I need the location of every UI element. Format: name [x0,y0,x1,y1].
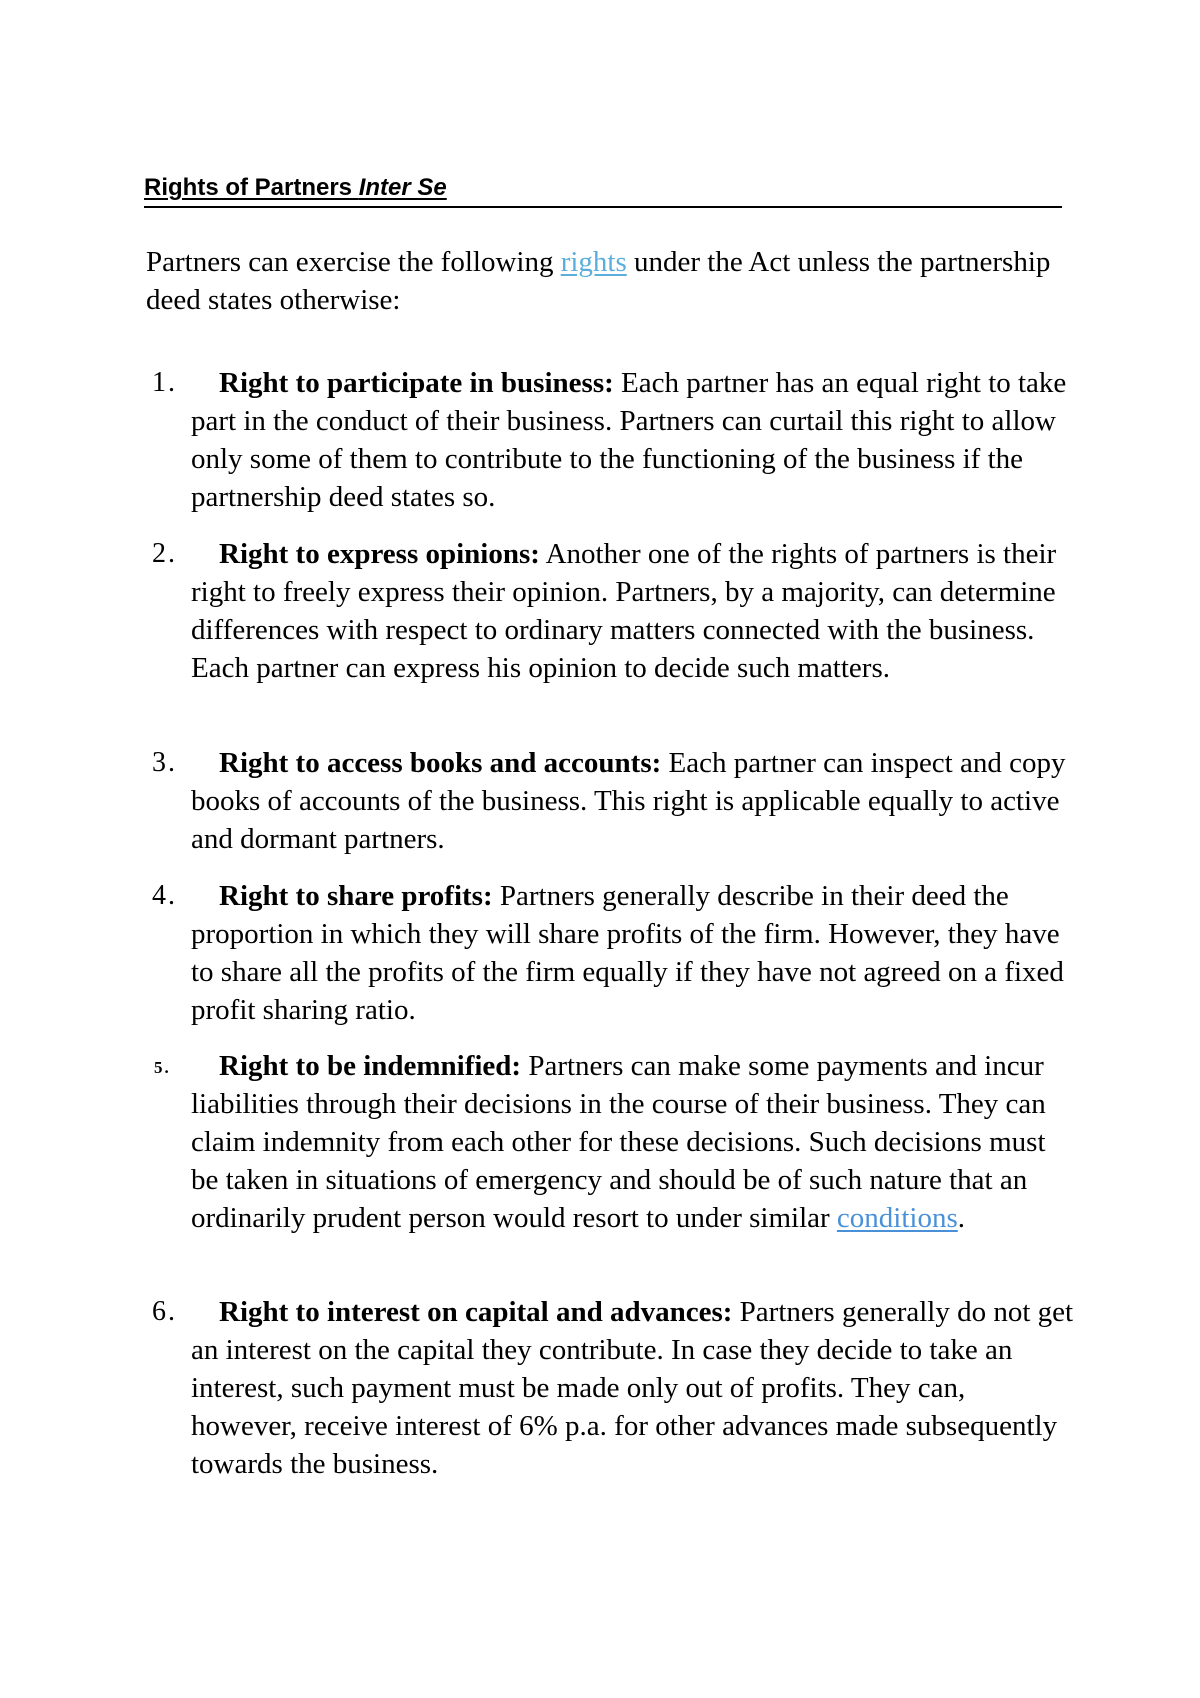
list-item-body [191,364,1075,516]
page-title-main: Rights of Partners [144,174,359,201]
list-item-number: 4. [152,880,177,911]
list-item-number: 6. [152,1296,177,1327]
page-title-italic: Inter Se [358,174,447,201]
list-item-text: Partners generally do not get an interest on the capital they contribute. In case they decide to take an interest, such payment must be made only out of profits. They can, however, receive interest of 6% p.a. for other advances made subsequently towards the business. [191,1296,1074,1480]
list-item-number: 2. [152,538,177,569]
list-item-text: Partners can make some payments and incur liabilities through their decisions in the course of their business. They can claim indemnity from each other for these decisions. Such decisions must be taken in situations of emergency and should be of such nature that an ordinarily prudent person would resort to under similar [191,1050,1046,1234]
list-item-title: Right to access books and accounts: [219,747,662,779]
list-item-number: 1. [152,367,177,398]
intro-paragraph [146,243,1066,319]
conditions-link[interactable]: conditions [836,1202,958,1234]
list-item-title: Right to participate in business: [219,367,614,399]
list-item-title: Right to be indemnified: [219,1050,522,1082]
list-item-body [191,744,1075,858]
list-item-number: 3. [152,747,177,778]
rights-link[interactable]: rights [560,246,627,278]
list-item-text-end: . [957,1202,966,1234]
list-item-body [191,535,1075,687]
list-item-text: Each partner can inspect and copy books of accounts of the business. This right is applicable equally to active and dormant partners. [191,747,1066,855]
intro-text-before: Partners can exercise the following [146,246,561,278]
list-item-text: Each partner has an equal right to take part in the conduct of their business. Partners can curtail this right to allow only some of them to contribute to the functioning of the business if the partnership deed states so. [191,367,1067,513]
list-item-body [191,1293,1075,1483]
page-title [144,172,1062,208]
list-item-title: Right to interest on capital and advances: [219,1296,733,1328]
list-item-body [191,877,1075,1029]
list-item-text: Another one of the rights of partners is their right to freely express their opinion. Partners, by a majority, can determine differences with respect to ordinary matters connected with the business. Each partner can express his opinion to decide such matters. [191,538,1057,684]
intro-text-after: under the Act unless the partnership deed states otherwise: [146,246,1051,316]
list-item-title: Right to share profits: [219,880,493,912]
list-item-number: 5. [154,1058,171,1077]
list-item-text: Partners generally describe in their deed the proportion in which they will share profits of the firm. However, they have to share all the profits of the firm equally if they have not agreed on a fixed profit sharing ratio. [191,880,1064,1026]
list-item-title: Right to express opinions: [219,538,540,570]
list-item-body [191,1047,1075,1237]
